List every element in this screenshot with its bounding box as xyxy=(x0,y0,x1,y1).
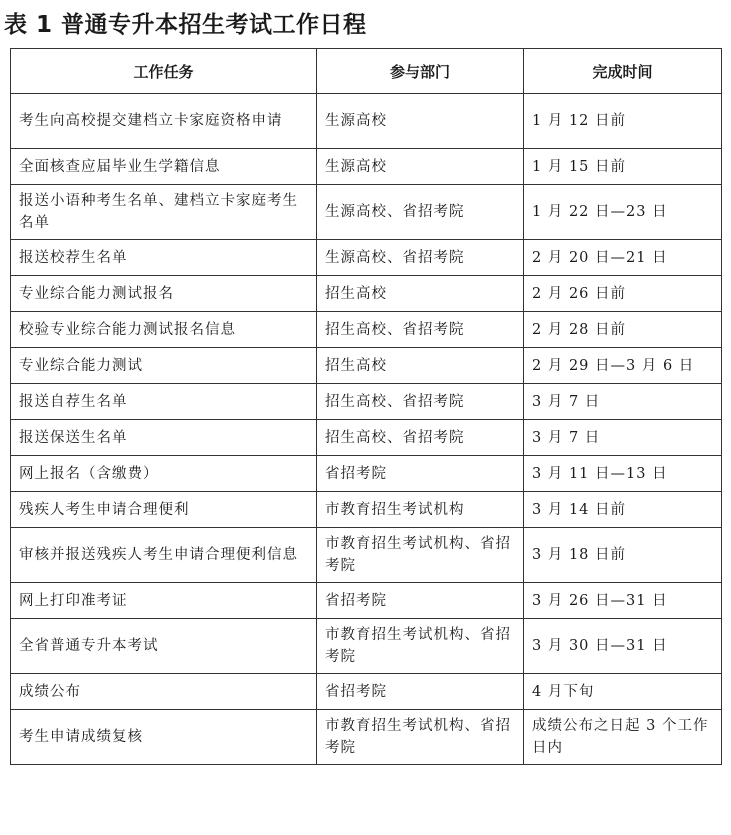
task-cell: 网上报名（含缴费） xyxy=(11,456,317,492)
time-cell: 1 月 22 日—23 日 xyxy=(524,185,722,240)
task-cell: 考生向高校提交建档立卡家庭资格申请 xyxy=(11,94,317,149)
table-row xyxy=(11,149,722,185)
task-cell: 报送自荐生名单 xyxy=(11,384,317,420)
dept-cell: 生源高校、省招考院 xyxy=(317,240,524,276)
dept-cell: 省招考院 xyxy=(317,583,524,619)
dept-cell: 招生高校 xyxy=(317,348,524,384)
table-row xyxy=(11,583,722,619)
table-row xyxy=(11,456,722,492)
table-title: 表 1 普通专升本招生考试工作日程 xyxy=(4,12,367,38)
dept-cell: 招生高校 xyxy=(317,276,524,312)
task-cell: 全省普通专升本考试 xyxy=(11,619,317,674)
task-cell: 专业综合能力测试 xyxy=(11,348,317,384)
task-cell: 考生申请成绩复核 xyxy=(11,710,317,765)
task-cell: 校验专业综合能力测试报名信息 xyxy=(11,312,317,348)
table-row xyxy=(11,312,722,348)
dept-cell: 生源高校 xyxy=(317,149,524,185)
task-cell: 网上打印准考证 xyxy=(11,583,317,619)
table-row xyxy=(11,348,722,384)
header-row xyxy=(11,49,722,94)
task-cell: 专业综合能力测试报名 xyxy=(11,276,317,312)
time-cell: 2 月 28 日前 xyxy=(524,312,722,348)
task-cell: 审核并报送残疾人考生申请合理便利信息 xyxy=(11,528,317,583)
dept-cell: 生源高校 xyxy=(317,94,524,149)
table-row xyxy=(11,384,722,420)
dept-cell: 市教育招生考试机构、省招考院 xyxy=(317,619,524,674)
time-cell: 1 月 12 日前 xyxy=(524,94,722,149)
task-cell: 报送保送生名单 xyxy=(11,420,317,456)
task-cell: 报送小语种考生名单、建档立卡家庭考生名单 xyxy=(11,185,317,240)
table-row xyxy=(11,619,722,674)
header-task: 工作任务 xyxy=(11,49,317,94)
dept-cell: 市教育招生考试机构、省招考院 xyxy=(317,528,524,583)
table-row xyxy=(11,710,722,765)
header-dept: 参与部门 xyxy=(317,49,524,94)
time-cell: 3 月 26 日—31 日 xyxy=(524,583,722,619)
table-row xyxy=(11,94,722,149)
schedule-table xyxy=(10,48,722,765)
time-cell: 3 月 14 日前 xyxy=(524,492,722,528)
dept-cell: 市教育招生考试机构 xyxy=(317,492,524,528)
table-row xyxy=(11,492,722,528)
time-cell: 2 月 29 日—3 月 6 日 xyxy=(524,348,722,384)
dept-cell: 招生高校、省招考院 xyxy=(317,420,524,456)
dept-cell: 市教育招生考试机构、省招考院 xyxy=(317,710,524,765)
time-cell: 3 月 7 日 xyxy=(524,384,722,420)
table-row xyxy=(11,185,722,240)
dept-cell: 省招考院 xyxy=(317,456,524,492)
time-cell: 3 月 7 日 xyxy=(524,420,722,456)
dept-cell: 招生高校、省招考院 xyxy=(317,312,524,348)
table-row xyxy=(11,240,722,276)
time-cell: 3 月 30 日—31 日 xyxy=(524,619,722,674)
table-row xyxy=(11,276,722,312)
task-cell: 全面核查应届毕业生学籍信息 xyxy=(11,149,317,185)
dept-cell: 省招考院 xyxy=(317,674,524,710)
time-cell: 1 月 15 日前 xyxy=(524,149,722,185)
task-cell: 成绩公布 xyxy=(11,674,317,710)
time-cell: 3 月 11 日—13 日 xyxy=(524,456,722,492)
table-row xyxy=(11,674,722,710)
dept-cell: 生源高校、省招考院 xyxy=(317,185,524,240)
time-cell: 2 月 26 日前 xyxy=(524,276,722,312)
dept-cell: 招生高校、省招考院 xyxy=(317,384,524,420)
time-cell: 成绩公布之日起 3 个工作日内 xyxy=(524,710,722,765)
table-row xyxy=(11,420,722,456)
time-cell: 3 月 18 日前 xyxy=(524,528,722,583)
header-time: 完成时间 xyxy=(524,49,722,94)
task-cell: 报送校荐生名单 xyxy=(11,240,317,276)
table-row xyxy=(11,528,722,583)
task-cell: 残疾人考生申请合理便利 xyxy=(11,492,317,528)
time-cell: 2 月 20 日—21 日 xyxy=(524,240,722,276)
time-cell: 4 月下旬 xyxy=(524,674,722,710)
